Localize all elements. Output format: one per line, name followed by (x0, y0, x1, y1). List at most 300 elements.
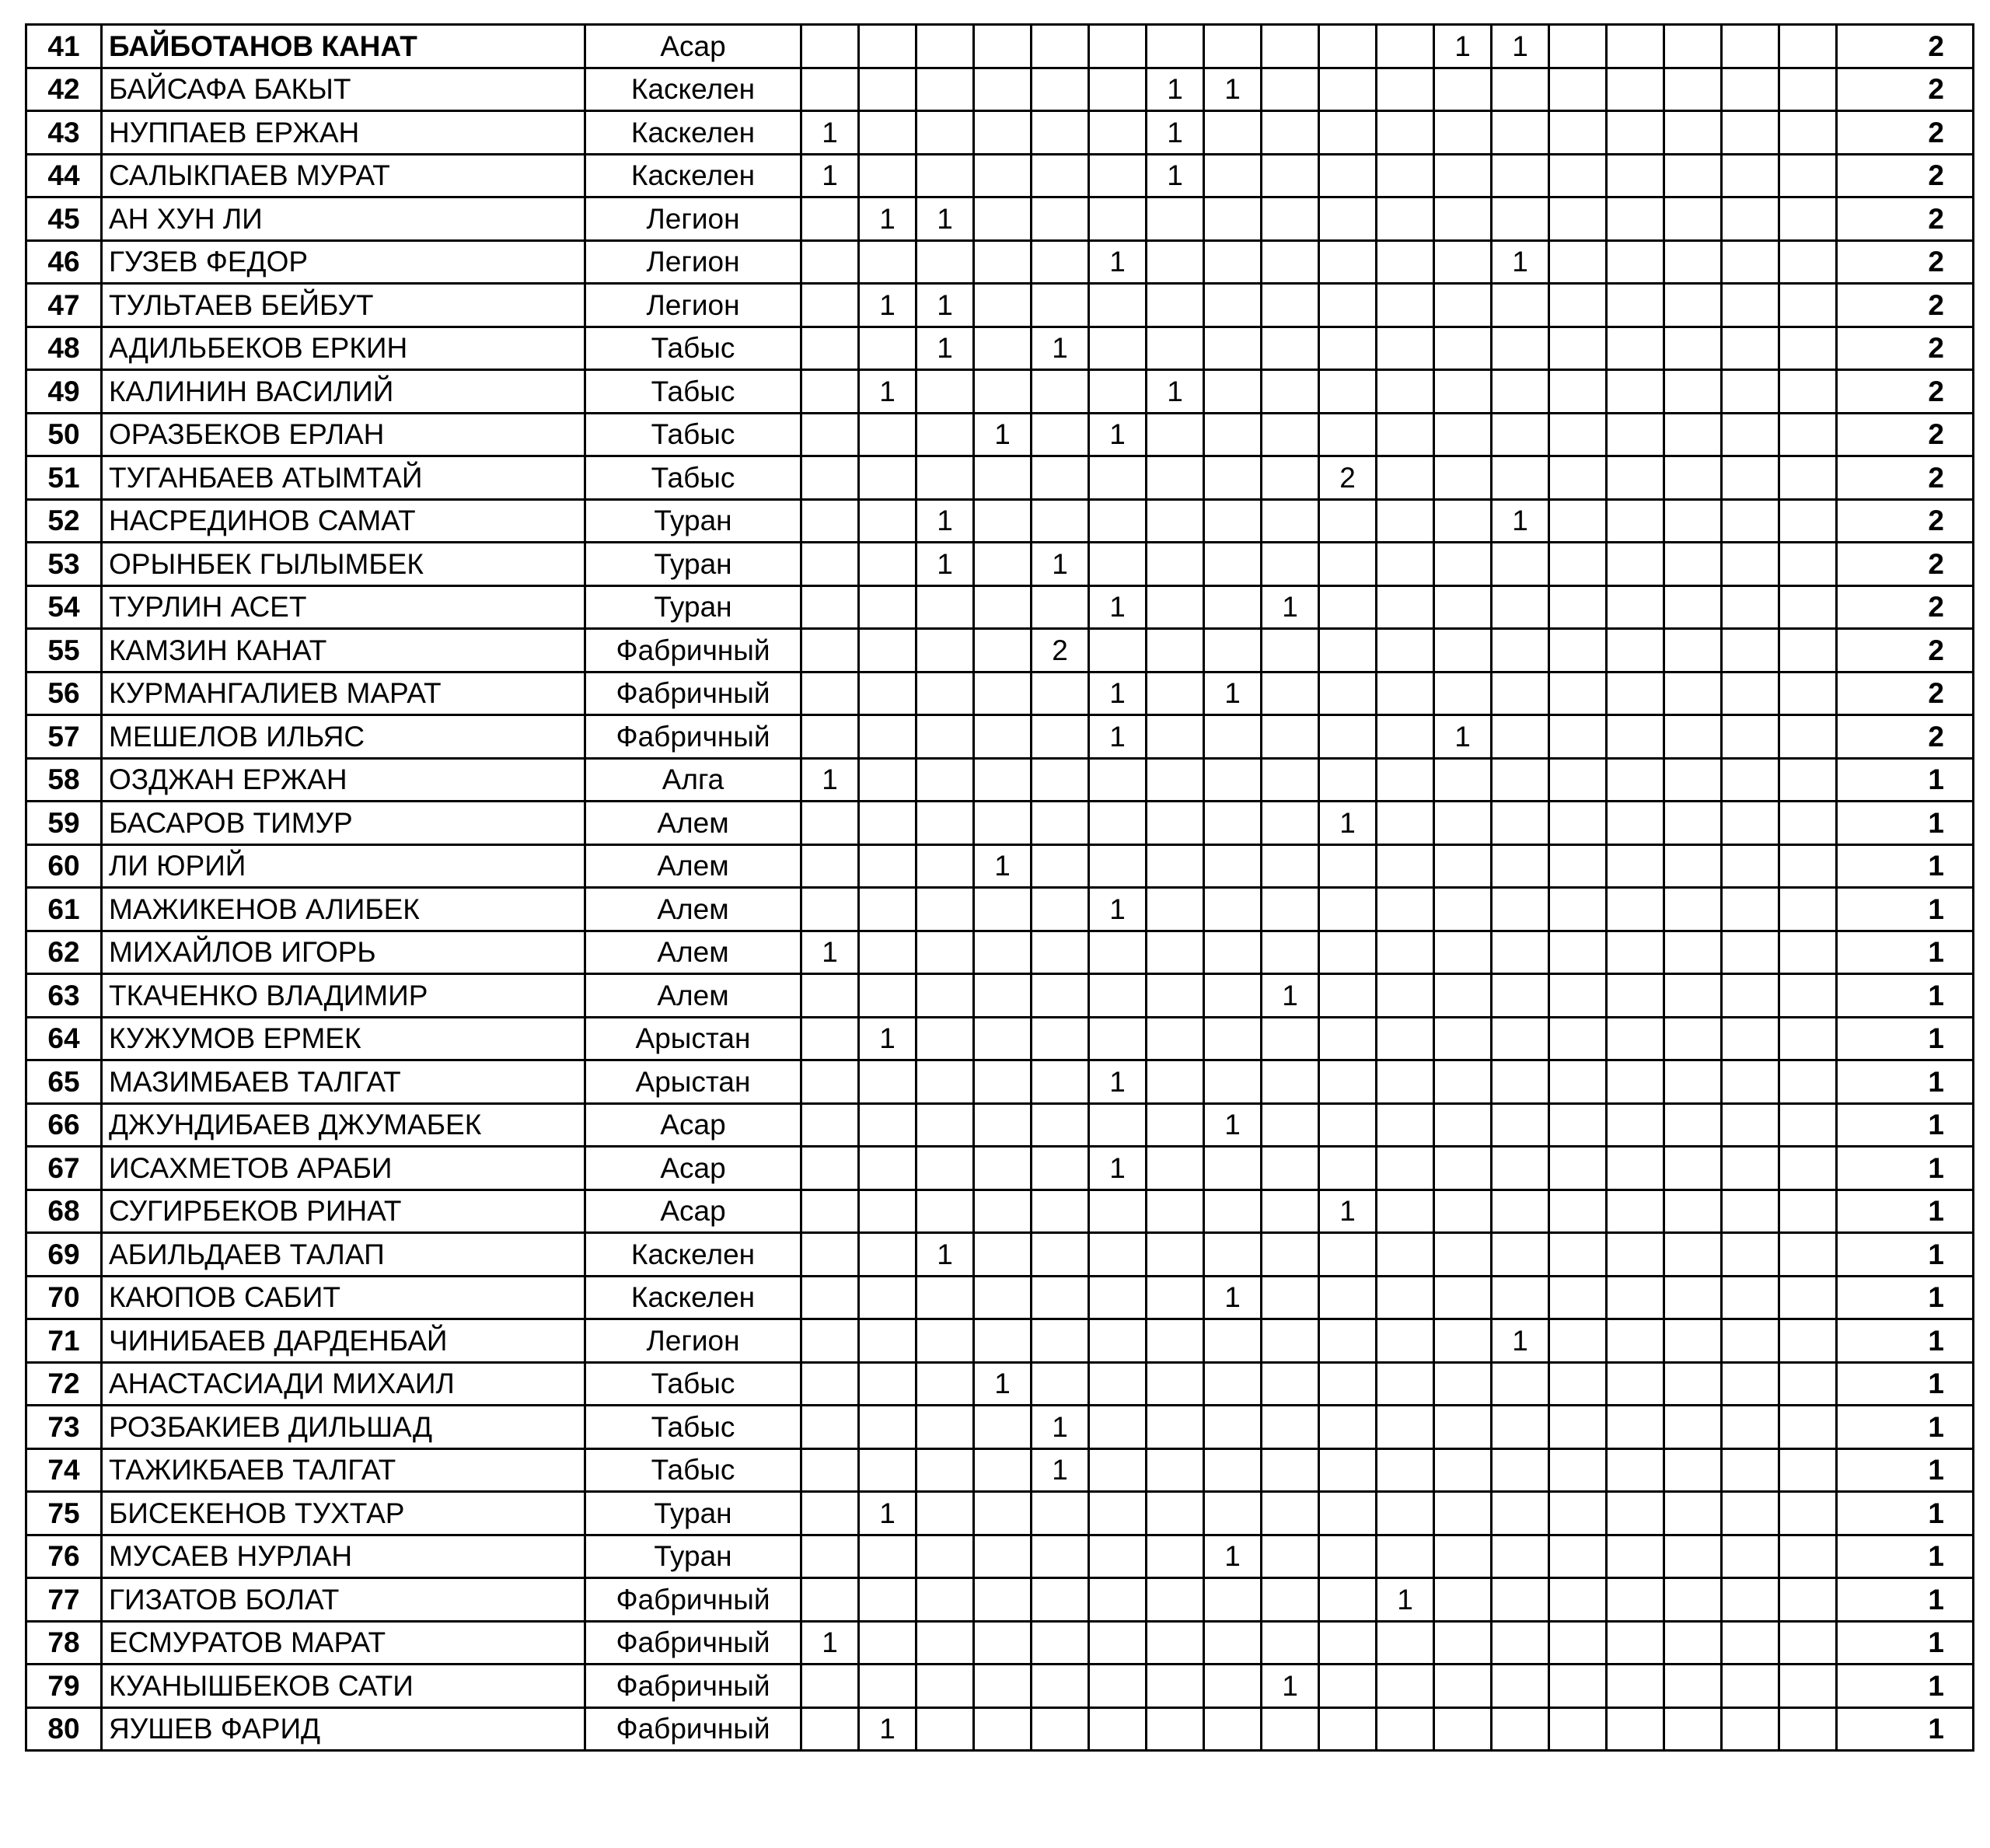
game-goals-cell (916, 1147, 974, 1190)
game-goals-cell (1147, 1448, 1204, 1492)
game-goals-cell (1089, 284, 1147, 327)
game-goals-cell (1664, 370, 1722, 414)
game-goals-cell (1204, 327, 1262, 370)
game-goals-cell (1664, 1319, 1722, 1363)
game-goals-cell (1204, 1189, 1262, 1233)
player-name-cell: ИСАХМЕТОВ АРАБИ (102, 1147, 585, 1190)
game-goals-cell (1204, 240, 1262, 284)
game-goals-cell (859, 1362, 916, 1406)
game-goals-cell (1607, 802, 1664, 845)
game-goals-cell (1549, 931, 1607, 974)
table-row (26, 1060, 1974, 1104)
game-goals-cell: 1 (1147, 370, 1204, 414)
game-goals-cell (1319, 499, 1377, 543)
game-goals-cell (1722, 543, 1779, 586)
table-row (26, 585, 1974, 629)
game-goals-cell (801, 327, 859, 370)
game-goals-cell (1147, 802, 1204, 845)
game-goals-cell (1607, 1147, 1664, 1190)
game-goals-cell (1607, 413, 1664, 456)
game-goals-cell (916, 629, 974, 672)
game-goals-cell (1377, 197, 1434, 241)
game-goals-cell (1434, 1319, 1492, 1363)
game-goals-cell (1089, 1578, 1147, 1622)
game-goals-cell (859, 629, 916, 672)
team-cell: Туран (585, 585, 801, 629)
game-goals-cell (1147, 1276, 1204, 1319)
game-goals-cell (1089, 1707, 1147, 1751)
total-goals-cell: 1 (1837, 1189, 1974, 1233)
game-goals-cell (1779, 543, 1837, 586)
team-cell: Табыс (585, 413, 801, 456)
team-cell: Фабричный (585, 672, 801, 715)
game-goals-cell (1607, 197, 1664, 241)
game-goals-cell (1377, 931, 1434, 974)
game-goals-cell (1664, 1448, 1722, 1492)
rank-cell: 70 (26, 1276, 102, 1319)
game-goals-cell (1492, 1448, 1549, 1492)
game-goals-cell (801, 888, 859, 931)
game-goals-cell (1779, 1362, 1837, 1406)
game-goals-cell (1319, 1147, 1377, 1190)
game-goals-cell (1722, 370, 1779, 414)
game-goals-cell (974, 1319, 1032, 1363)
game-goals-cell (1032, 1276, 1089, 1319)
game-goals-cell (1147, 543, 1204, 586)
game-goals-cell (1377, 1492, 1434, 1535)
game-goals-cell (916, 1406, 974, 1449)
game-goals-cell (1262, 327, 1319, 370)
player-name-cell: ЯУШЕВ ФАРИД (102, 1707, 585, 1751)
game-goals-cell (801, 370, 859, 414)
game-goals-cell (1722, 154, 1779, 197)
rank-cell: 47 (26, 284, 102, 327)
game-goals-cell (1262, 1578, 1319, 1622)
game-goals-cell (1089, 370, 1147, 414)
game-goals-cell (1549, 629, 1607, 672)
game-goals-cell (1204, 1319, 1262, 1363)
game-goals-cell (1204, 1707, 1262, 1751)
game-goals-cell (1434, 413, 1492, 456)
game-goals-cell (1607, 25, 1664, 68)
game-goals-cell (1779, 197, 1837, 241)
team-cell: Легион (585, 240, 801, 284)
game-goals-cell: 1 (1262, 974, 1319, 1018)
game-goals-cell (1089, 844, 1147, 888)
game-goals-cell (916, 1362, 974, 1406)
game-goals-cell (1434, 672, 1492, 715)
game-goals-cell (1492, 1707, 1549, 1751)
game-goals-cell (1549, 543, 1607, 586)
team-cell: Туран (585, 499, 801, 543)
game-goals-cell (801, 585, 859, 629)
total-goals-cell: 2 (1837, 154, 1974, 197)
game-goals-cell (1664, 1189, 1722, 1233)
game-goals-cell (1262, 240, 1319, 284)
game-goals-cell (1722, 1406, 1779, 1449)
game-goals-cell (1147, 1492, 1204, 1535)
team-cell: Алга (585, 758, 801, 802)
game-goals-cell (1262, 1492, 1319, 1535)
game-goals-cell (801, 1578, 859, 1622)
game-goals-cell (1492, 197, 1549, 241)
game-goals-cell (1204, 629, 1262, 672)
game-goals-cell (1147, 1665, 1204, 1708)
game-goals-cell (1147, 1189, 1204, 1233)
game-goals-cell (1089, 1017, 1147, 1060)
game-goals-cell (1204, 1448, 1262, 1492)
game-goals-cell (1319, 931, 1377, 974)
table-row (26, 1276, 1974, 1319)
game-goals-cell (1089, 1535, 1147, 1578)
total-goals-cell: 2 (1837, 197, 1974, 241)
rank-cell: 75 (26, 1492, 102, 1535)
game-goals-cell (1032, 1233, 1089, 1277)
table-row (26, 327, 1974, 370)
game-goals-cell (1204, 1362, 1262, 1406)
game-goals-cell (859, 1060, 916, 1104)
table-row (26, 1103, 1974, 1147)
game-goals-cell (1204, 802, 1262, 845)
table-row (26, 1319, 1974, 1363)
game-goals-cell (1779, 1448, 1837, 1492)
game-goals-cell: 1 (1492, 499, 1549, 543)
rank-cell: 63 (26, 974, 102, 1018)
game-goals-cell: 1 (974, 413, 1032, 456)
game-goals-cell (1147, 327, 1204, 370)
game-goals-cell (974, 1492, 1032, 1535)
game-goals-cell (1377, 370, 1434, 414)
game-goals-cell: 1 (916, 327, 974, 370)
game-goals-cell (1492, 1578, 1549, 1622)
total-goals-cell: 1 (1837, 931, 1974, 974)
game-goals-cell (1089, 974, 1147, 1018)
total-goals-cell: 2 (1837, 629, 1974, 672)
game-goals-cell (1722, 1707, 1779, 1751)
game-goals-cell: 1 (1492, 1319, 1549, 1363)
game-goals-cell (1664, 974, 1722, 1018)
game-goals-cell (801, 1189, 859, 1233)
game-goals-cell: 1 (801, 1621, 859, 1665)
game-goals-cell (1377, 629, 1434, 672)
game-goals-cell (859, 68, 916, 111)
game-goals-cell (1089, 629, 1147, 672)
rank-cell: 53 (26, 543, 102, 586)
game-goals-cell (1377, 456, 1434, 500)
team-cell: Арыстан (585, 1017, 801, 1060)
rank-cell: 67 (26, 1147, 102, 1190)
game-goals-cell (1204, 888, 1262, 931)
game-goals-cell (1779, 240, 1837, 284)
game-goals-cell (1032, 25, 1089, 68)
player-name-cell: АНАСТАСИАДИ МИХАИЛ (102, 1362, 585, 1406)
table-row (26, 1147, 1974, 1190)
game-goals-cell (1722, 758, 1779, 802)
game-goals-cell (1722, 111, 1779, 155)
game-goals-cell: 1 (916, 543, 974, 586)
game-goals-cell (1262, 1103, 1319, 1147)
team-cell: Каскелен (585, 154, 801, 197)
game-goals-cell (1262, 1147, 1319, 1190)
rank-cell: 74 (26, 1448, 102, 1492)
game-goals-cell (974, 68, 1032, 111)
game-goals-cell (1147, 240, 1204, 284)
team-cell: Фабричный (585, 1707, 801, 1751)
game-goals-cell (1492, 888, 1549, 931)
game-goals-cell (1722, 888, 1779, 931)
game-goals-cell (1204, 1578, 1262, 1622)
game-goals-cell (1319, 1621, 1377, 1665)
game-goals-cell (859, 715, 916, 759)
game-goals-cell (1319, 111, 1377, 155)
game-goals-cell (974, 1448, 1032, 1492)
game-goals-cell (1377, 1621, 1434, 1665)
game-goals-cell (916, 1103, 974, 1147)
game-goals-cell (974, 111, 1032, 155)
game-goals-cell: 1 (1434, 25, 1492, 68)
game-goals-cell (1722, 974, 1779, 1018)
game-goals-cell (1549, 370, 1607, 414)
rank-cell: 48 (26, 327, 102, 370)
game-goals-cell (1377, 499, 1434, 543)
game-goals-cell (1434, 456, 1492, 500)
game-goals-cell (1779, 413, 1837, 456)
table-row (26, 1017, 1974, 1060)
game-goals-cell (1722, 629, 1779, 672)
game-goals-cell (1147, 629, 1204, 672)
game-goals-cell (1607, 715, 1664, 759)
game-goals-cell (1492, 1060, 1549, 1104)
total-goals-cell: 1 (1837, 1103, 1974, 1147)
team-cell: Арыстан (585, 1060, 801, 1104)
rank-cell: 41 (26, 25, 102, 68)
game-goals-cell (1032, 888, 1089, 931)
game-goals-cell (1722, 327, 1779, 370)
game-goals-cell (1032, 499, 1089, 543)
game-goals-cell (801, 1060, 859, 1104)
game-goals-cell (1434, 1276, 1492, 1319)
game-goals-cell: 1 (974, 1362, 1032, 1406)
game-goals-cell: 1 (1204, 1535, 1262, 1578)
player-name-cell: КУЖУМОВ ЕРМЕК (102, 1017, 585, 1060)
game-goals-cell (1434, 1017, 1492, 1060)
table-row (26, 1406, 1974, 1449)
game-goals-cell (1549, 1707, 1607, 1751)
team-cell: Туран (585, 1535, 801, 1578)
game-goals-cell (1204, 1665, 1262, 1708)
game-goals-cell (974, 25, 1032, 68)
game-goals-cell (1492, 1535, 1549, 1578)
game-goals-cell (801, 1448, 859, 1492)
game-goals-cell (1549, 1406, 1607, 1449)
game-goals-cell (974, 1276, 1032, 1319)
game-goals-cell (1204, 1017, 1262, 1060)
game-goals-cell (1262, 1406, 1319, 1449)
player-name-cell: ЕСМУРАТОВ МАРАТ (102, 1621, 585, 1665)
game-goals-cell (859, 499, 916, 543)
game-goals-cell (1377, 585, 1434, 629)
rank-cell: 73 (26, 1406, 102, 1449)
total-goals-cell: 2 (1837, 240, 1974, 284)
player-name-cell: КАЮПОВ САБИТ (102, 1276, 585, 1319)
game-goals-cell (1377, 25, 1434, 68)
game-goals-cell (974, 1147, 1032, 1190)
game-goals-cell (1607, 1362, 1664, 1406)
game-goals-cell (801, 197, 859, 241)
game-goals-cell (1377, 327, 1434, 370)
game-goals-cell (1377, 1060, 1434, 1104)
game-goals-cell (1779, 1406, 1837, 1449)
game-goals-cell (1319, 25, 1377, 68)
game-goals-cell (1607, 974, 1664, 1018)
game-goals-cell (1319, 1362, 1377, 1406)
game-goals-cell (1607, 154, 1664, 197)
game-goals-cell (1549, 1233, 1607, 1277)
table-row (26, 1578, 1974, 1622)
table-row (26, 888, 1974, 931)
team-cell: Алем (585, 802, 801, 845)
game-goals-cell (1492, 974, 1549, 1018)
game-goals-cell (1434, 802, 1492, 845)
rank-cell: 45 (26, 197, 102, 241)
game-goals-cell (1147, 672, 1204, 715)
game-goals-cell (1032, 1319, 1089, 1363)
game-goals-cell (1262, 758, 1319, 802)
game-goals-cell (1434, 240, 1492, 284)
game-goals-cell (1492, 1492, 1549, 1535)
player-name-cell: НАСРЕДИНОВ САМАТ (102, 499, 585, 543)
game-goals-cell (1434, 758, 1492, 802)
rank-cell: 64 (26, 1017, 102, 1060)
game-goals-cell (1779, 1665, 1837, 1708)
game-goals-cell (916, 1060, 974, 1104)
game-goals-cell (974, 284, 1032, 327)
game-goals-cell (1779, 25, 1837, 68)
game-goals-cell (1434, 1362, 1492, 1406)
game-goals-cell (1664, 25, 1722, 68)
game-goals-cell (1434, 1103, 1492, 1147)
rank-cell: 61 (26, 888, 102, 931)
game-goals-cell (1434, 1535, 1492, 1578)
team-cell: Табыс (585, 1362, 801, 1406)
game-goals-cell (916, 456, 974, 500)
team-cell: Табыс (585, 327, 801, 370)
game-goals-cell (1722, 1621, 1779, 1665)
game-goals-cell (1664, 1707, 1722, 1751)
game-goals-cell (1032, 802, 1089, 845)
game-goals-cell (916, 758, 974, 802)
game-goals-cell (1147, 758, 1204, 802)
game-goals-cell (974, 1535, 1032, 1578)
game-goals-cell (1492, 111, 1549, 155)
rank-cell: 60 (26, 844, 102, 888)
rank-cell: 57 (26, 715, 102, 759)
game-goals-cell (916, 1492, 974, 1535)
game-goals-cell: 1 (801, 111, 859, 155)
game-goals-cell (1434, 154, 1492, 197)
game-goals-cell (859, 1448, 916, 1492)
game-goals-cell (1147, 715, 1204, 759)
game-goals-cell: 1 (916, 1233, 974, 1277)
game-goals-cell (1434, 68, 1492, 111)
game-goals-cell: 1 (1032, 543, 1089, 586)
player-name-cell: ТУРЛИН АСЕТ (102, 585, 585, 629)
game-goals-cell (1664, 1233, 1722, 1277)
game-goals-cell (1434, 111, 1492, 155)
game-goals-cell (1607, 370, 1664, 414)
game-goals-cell (1434, 1147, 1492, 1190)
game-goals-cell (916, 844, 974, 888)
game-goals-cell (1722, 1578, 1779, 1622)
game-goals-cell (859, 1189, 916, 1233)
game-goals-cell (1434, 844, 1492, 888)
game-goals-cell (1319, 758, 1377, 802)
game-goals-cell (1722, 802, 1779, 845)
game-goals-cell (801, 629, 859, 672)
game-goals-cell (1262, 456, 1319, 500)
game-goals-cell (1319, 197, 1377, 241)
total-goals-cell: 2 (1837, 284, 1974, 327)
game-goals-cell (1722, 1233, 1779, 1277)
game-goals-cell (916, 413, 974, 456)
rank-cell: 79 (26, 1665, 102, 1708)
game-goals-cell (1549, 672, 1607, 715)
game-goals-cell (1147, 931, 1204, 974)
team-cell: Алем (585, 931, 801, 974)
game-goals-cell (1377, 1276, 1434, 1319)
table-row (26, 758, 1974, 802)
game-goals-cell (974, 672, 1032, 715)
rank-cell: 78 (26, 1621, 102, 1665)
game-goals-cell (1492, 284, 1549, 327)
game-goals-cell (1204, 370, 1262, 414)
game-goals-cell (1722, 499, 1779, 543)
game-goals-cell (1147, 1535, 1204, 1578)
game-goals-cell (1032, 1665, 1089, 1708)
game-goals-cell: 1 (1434, 715, 1492, 759)
team-cell: Асар (585, 25, 801, 68)
game-goals-cell (1492, 629, 1549, 672)
team-cell: Туран (585, 543, 801, 586)
game-goals-cell (1779, 974, 1837, 1018)
game-goals-cell (1032, 284, 1089, 327)
game-goals-cell (1549, 1147, 1607, 1190)
game-goals-cell (974, 931, 1032, 974)
game-goals-cell (1549, 197, 1607, 241)
game-goals-cell: 1 (859, 370, 916, 414)
game-goals-cell (1319, 154, 1377, 197)
game-goals-cell (1779, 1276, 1837, 1319)
game-goals-cell (1607, 68, 1664, 111)
game-goals-cell (801, 25, 859, 68)
team-cell: Табыс (585, 456, 801, 500)
game-goals-cell (916, 974, 974, 1018)
rank-cell: 66 (26, 1103, 102, 1147)
game-goals-cell (1032, 1621, 1089, 1665)
game-goals-cell (1147, 1319, 1204, 1363)
game-goals-cell (859, 456, 916, 500)
game-goals-cell (1204, 974, 1262, 1018)
game-goals-cell (1492, 1406, 1549, 1449)
game-goals-cell: 1 (1204, 68, 1262, 111)
game-goals-cell (916, 370, 974, 414)
game-goals-cell (1032, 758, 1089, 802)
game-goals-cell (1204, 111, 1262, 155)
total-goals-cell: 2 (1837, 543, 1974, 586)
team-cell: Каскелен (585, 68, 801, 111)
team-cell: Фабричный (585, 1621, 801, 1665)
game-goals-cell (1492, 1276, 1549, 1319)
